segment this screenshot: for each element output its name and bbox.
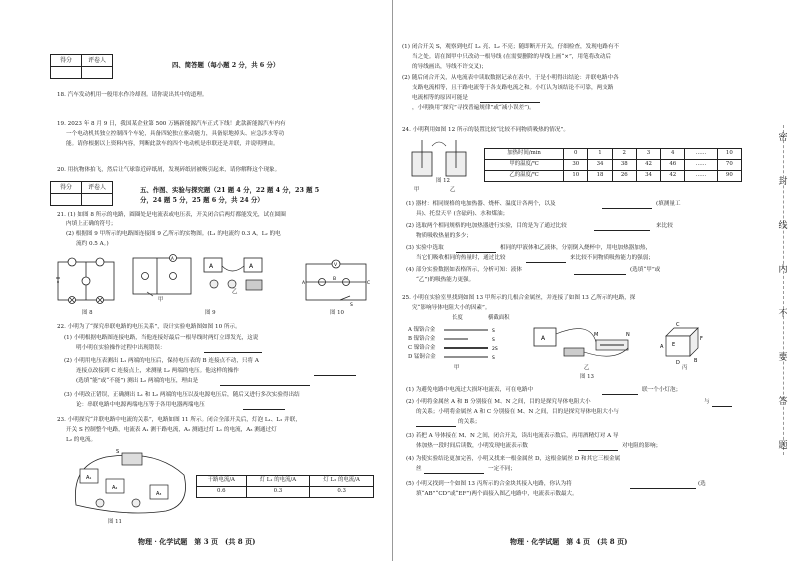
q24-part4-c: “乙”)的吸热能力更强。 bbox=[416, 277, 475, 283]
answer-blank[interactable] bbox=[220, 385, 310, 386]
figure-10-circuit bbox=[300, 254, 372, 308]
table-cell: 90 bbox=[717, 171, 741, 182]
svg-text:2S: 2S bbox=[492, 347, 498, 352]
table-cell: 42 bbox=[661, 171, 685, 182]
table-cell: 0.3 bbox=[246, 487, 310, 498]
answer-blank[interactable] bbox=[594, 230, 650, 231]
q23-part2-line2: 支路电流相等，且干路电流等于各支路电流之和。小红认为该结论不可靠，两支路 bbox=[412, 85, 614, 91]
svg-text:A: A bbox=[302, 281, 306, 286]
answer-blank[interactable] bbox=[204, 352, 262, 353]
wire-b-label: B 镍铬合金 bbox=[408, 336, 436, 342]
table-23 bbox=[196, 475, 374, 498]
q25-part2-d: 的关系； bbox=[458, 419, 481, 425]
q23-part1-line3: 的导线画出，导线不许交叉)； bbox=[412, 64, 487, 70]
table-header: 灯 L₁ 的电流/A bbox=[246, 476, 310, 487]
q23-part2-line1: (2) 随后闭合开关，从电流表中读取数据记录在表中，于是小明得出结论：并联电路中各 bbox=[402, 75, 619, 81]
table-cell: 2 bbox=[612, 149, 636, 160]
question-22-line4: (2) 小明用电压表测出 L₁ 两端的电压后，保持电压表的 B 连接点不动，只将 A bbox=[64, 358, 259, 364]
answer-blank[interactable] bbox=[630, 488, 696, 489]
svg-text:S: S bbox=[492, 338, 495, 343]
svg-text:N: N bbox=[626, 332, 630, 338]
svg-text:V: V bbox=[334, 263, 338, 268]
q24-part2-b: 来比较 bbox=[656, 223, 673, 229]
figure-13-yi-circuit bbox=[530, 318, 640, 366]
page-left bbox=[0, 0, 393, 561]
question-23-line2: 开关 S 控制整个电路，电流表 A₁ 测干路电流，A₂ 测通过灯 L₁ 的电流，A₃ 测通过灯 bbox=[66, 427, 277, 433]
svg-text:A₁: A₁ bbox=[86, 475, 92, 481]
seal-char: 不 bbox=[778, 309, 788, 319]
score-cell: 得分 bbox=[51, 55, 82, 67]
figure-13-jia-label: 甲 bbox=[454, 365, 460, 371]
table-cell: 10 bbox=[564, 171, 588, 182]
seal-line-notice bbox=[776, 135, 790, 487]
question-18: 18. 汽车发动机用一般用水作冷却剂。请你说出其中的道理。 bbox=[57, 92, 208, 98]
svg-text:A: A bbox=[171, 256, 174, 261]
svg-text:C: C bbox=[676, 322, 680, 328]
seal-char: 密 bbox=[778, 133, 788, 143]
table-cell: 0.3 bbox=[310, 487, 374, 498]
question-23-line3: L₂ 的电流。 bbox=[66, 437, 97, 443]
grader-cell: 评卷人 bbox=[82, 182, 113, 194]
question-19-line2: 一个电动机其独立控制四个车轮，具备四轮独立驱动能力，具备原地掉头、应急涉水等功 bbox=[66, 131, 285, 137]
q25-part2-c: 的关系；小明将金属丝 A 和 C 分别接在 M、N 之间，目的是探究导体电阻大小与 bbox=[416, 409, 620, 415]
q24-part2-c: 物质吸收热量的多少； bbox=[416, 233, 472, 239]
svg-text:A: A bbox=[249, 263, 254, 270]
section5-title-line2: 分，24 题 5 分，25 题 6 分，共 24 分） bbox=[140, 196, 264, 204]
q24-part3-c: 当它们吸收相同的热量时，通过比较 bbox=[416, 255, 506, 261]
q24-part1-c: 具)、托盘天平 (含砝码)、水和煤油； bbox=[416, 211, 509, 217]
figure-13-bing-block bbox=[656, 322, 706, 366]
question-22-line5: 连接点改接到 C 连接点上，来测量 L₂ 两端的电压。他这样的操作 bbox=[76, 368, 239, 374]
q23-part2-line4: ，小明换用“探究”寻找普遍规律”或“减小误差”)。 bbox=[412, 105, 535, 111]
q25-part5-c: 填“AB”“CD”或“EF”)两个面接入图乙电路中，电流表示数最大。 bbox=[416, 491, 578, 497]
seal-char: 要 bbox=[778, 353, 788, 363]
question-25-line1: 25. 小明在实验室里找到如图 13 甲所示的几根合金属丝，并连接了如图 13 乙所示的电路，探 bbox=[402, 295, 636, 301]
answer-blank[interactable] bbox=[602, 394, 638, 395]
figure-11-circuit bbox=[66, 445, 191, 515]
question-22-line3: 明小明在实验操作过程中出现错误： bbox=[76, 345, 166, 351]
table-header: 灯 L₂ 的电流/A bbox=[310, 476, 374, 487]
table-cell: 42 bbox=[636, 160, 660, 171]
answer-blank[interactable] bbox=[314, 375, 356, 376]
score-input bbox=[51, 67, 82, 79]
score-table-section4 bbox=[50, 54, 113, 79]
table-cell: 3 bbox=[636, 149, 660, 160]
q25-part5-b: (选 bbox=[698, 481, 706, 487]
svg-text:M: M bbox=[594, 332, 599, 338]
score-table-section5 bbox=[50, 181, 113, 206]
answer-blank[interactable] bbox=[574, 274, 626, 275]
seal-char: 答 bbox=[778, 397, 788, 407]
fig13-length-header: 长度 bbox=[452, 315, 463, 321]
question-19-line1: 19. 2023 年 8 月 9 日，我国某企业第 500 万辆新能源汽车正式下线！此款新能源汽车内有 bbox=[57, 121, 286, 127]
figure-12-yi-label: 乙 bbox=[450, 187, 456, 193]
question-23-line1: 23. 小明探究“并联电路中电流的关系”，电路如图 11 所示。闭合全部开关后，灯泡 L₁、L₂ 并联， bbox=[57, 417, 301, 423]
answer-blank[interactable] bbox=[602, 208, 652, 209]
svg-text:B: B bbox=[333, 277, 337, 282]
svg-text:A: A bbox=[660, 344, 664, 350]
question-24-title: 24. 小明利用如图 12 所示的装置比较“比较不同物质吸热的情况”。 bbox=[402, 127, 569, 133]
table-cell: 34 bbox=[636, 171, 660, 182]
table-cell: 10 bbox=[717, 149, 741, 160]
q24-part3: (3) 实验中选取 bbox=[406, 245, 444, 251]
q25-part4: (4) 为使实验结论更加完善，小明又找来一根金属丝 D，这根金属丝 D 和其它三根金属 bbox=[406, 456, 621, 462]
svg-text:B: B bbox=[694, 358, 698, 364]
q25-part3: (3) 若把 A 导体接在 M、N 之间，闭合开关，读出电流表示数后，再用酒精灯对 A 导 bbox=[406, 433, 619, 439]
figure-13-yi-label: 乙 bbox=[584, 365, 590, 371]
score-cell: 得分 bbox=[51, 182, 82, 194]
figure-9-caption: 图 9 bbox=[205, 310, 216, 316]
wire-c-label: C 镍铬合金 bbox=[408, 345, 436, 351]
q24-part4-b: (选填“甲”或 bbox=[630, 267, 661, 273]
table-cell: 乙的温度/℃ bbox=[485, 171, 564, 182]
q24-part3-b: 相同的甲液体和乙液体，分别倒入烧杯中，用电加热器加热， bbox=[500, 245, 652, 251]
wire-d-label: D 锰铜合金 bbox=[408, 354, 436, 360]
table-header: 干路电流/A bbox=[197, 476, 247, 487]
table-cell: 0 bbox=[564, 149, 588, 160]
table-cell: 甲的温度/℃ bbox=[485, 160, 564, 171]
q24-part4: (4) 部分实验数据如表格所示，分析可知：液体 bbox=[406, 267, 522, 273]
seal-char: 题 bbox=[778, 441, 788, 451]
q25-part3-c: 对电阻的影响； bbox=[622, 443, 662, 449]
table-cell: 34 bbox=[588, 160, 612, 171]
table-cell: 70 bbox=[717, 160, 741, 171]
question-21-line1: 21. (1) 如图 8 所示的电路，圆圈处是电流表或电压表，开关闭合后两灯都能发光，试在圆圈 bbox=[57, 212, 286, 218]
svg-text:S: S bbox=[116, 449, 120, 455]
figure-13-jia-wires bbox=[440, 322, 510, 364]
q23-part2-line3: 电流相等的原因可能是 bbox=[412, 95, 468, 101]
q25-part1: (1) 为避免电路中电流过大损坏电流表，可在电路中 bbox=[406, 387, 534, 393]
page-right bbox=[394, 0, 794, 561]
table-cell: …… bbox=[685, 149, 717, 160]
figure-12-jia-label: 甲 bbox=[414, 187, 420, 193]
table-cell: 4 bbox=[661, 149, 685, 160]
q23-part1-line2: 当之处。请在图甲中只改动一根导线 (在需要删除的导线上画“×”，用笔将改动后 bbox=[412, 54, 611, 60]
seal-char: 封 bbox=[778, 177, 788, 187]
svg-text:C: C bbox=[367, 281, 371, 286]
figure-12-caption: 图 12 bbox=[436, 178, 450, 184]
question-22-line6: (选填“能”或“不能”) 测出 L₂ 两端的电压，理由是 bbox=[76, 378, 199, 384]
svg-text:S: S bbox=[350, 303, 353, 308]
question-21-line2: 内填上正确的符号； bbox=[66, 221, 117, 227]
table-cell: 38 bbox=[612, 160, 636, 171]
answer-blank[interactable] bbox=[480, 102, 540, 103]
q25-part4-b: 丝 bbox=[416, 466, 422, 472]
seal-char: 线 bbox=[778, 221, 788, 231]
question-21-line4: 流约 0.5 A。) bbox=[76, 241, 109, 247]
grader-input bbox=[82, 194, 113, 206]
question-25-line2: 究“影响导体电阻大小的因素”。 bbox=[412, 305, 491, 311]
q25-part2-b: 与 bbox=[704, 399, 710, 405]
figure-9-jia-schematic bbox=[127, 252, 197, 300]
question-22-line7: (3) 小明改正错误，正确测出 L₁ 和 L₂ 两端的电压以及电源电压后，随后又进行多次实验得出结 bbox=[64, 392, 300, 398]
q24-part2: (2) 选取两个相同规格的电加热器进行实验，目的是为了通过比较 bbox=[406, 223, 567, 229]
figure-10-caption: 图 10 bbox=[330, 310, 344, 316]
grader-input bbox=[82, 67, 113, 79]
question-22-line8: 论：串联电路中电源两端电压等于各用电器两端电压 bbox=[76, 402, 205, 408]
figure-8-caption: 图 8 bbox=[82, 310, 93, 316]
figure-11-caption: 图 11 bbox=[108, 519, 122, 525]
question-22-line2: (1) 小明根据电路图连接电路，当他连接好最后一根导线时两灯立即发光，这说 bbox=[64, 335, 259, 341]
figure-8-circuit bbox=[52, 252, 122, 308]
question-19-line3: 能。请你根据以上资料内容，判断此款车的四个电动机是串联还是并联，并说明理由。 bbox=[66, 141, 279, 147]
table-cell: 1 bbox=[588, 149, 612, 160]
score-input bbox=[51, 194, 82, 206]
q25-part1-b: 联一个小灯泡； bbox=[642, 387, 682, 393]
table-cell: …… bbox=[685, 171, 717, 182]
svg-text:S: S bbox=[492, 356, 495, 361]
figure-13-bing-label: 丙 bbox=[682, 365, 688, 371]
page-footer-right: 物理 · 化学试题 第 4 页 (共 8 页) bbox=[510, 537, 628, 546]
answer-blank[interactable] bbox=[424, 473, 484, 474]
wire-a-label: A 镍铬合金 bbox=[408, 327, 436, 333]
q25-part3-b: 体加热一段时间后读数，小明发现电流表示数 bbox=[416, 443, 528, 449]
q24-part1: (1) 器材：相同规格的电加热器、烧杯、温度计各两个，以及 bbox=[406, 201, 556, 207]
svg-text:E: E bbox=[672, 342, 676, 348]
figure-9-yi-label: 乙 bbox=[232, 289, 238, 295]
q24-part3-d: 来比较不同物质吸热能力的强弱； bbox=[570, 255, 654, 261]
svg-text:A₂: A₂ bbox=[112, 485, 118, 491]
answer-blank[interactable] bbox=[712, 406, 732, 407]
answer-blank[interactable] bbox=[526, 262, 566, 263]
q24-part1-b: (填测量工 bbox=[656, 201, 681, 207]
answer-blank[interactable] bbox=[243, 409, 285, 410]
table-cell: 30 bbox=[564, 160, 588, 171]
q25-part5: (5) 小明又找到一个如图 13 丙所示的合金块其接入电路，你认为将 bbox=[406, 481, 572, 487]
fig13-area-header: 横截面积 bbox=[488, 315, 510, 321]
svg-text:A: A bbox=[209, 263, 214, 270]
q25-part2: (2) 小明将金属丝 A 和 B 分别接在 M、N 之间，目的是探究导体电阻大小 bbox=[406, 399, 591, 405]
section5-title: 五、作图、实验与探究题（21 题 4 分，22 题 4 分，23 题 5 bbox=[140, 186, 320, 194]
question-21-line3: (2) 根据图 9 甲所示的电路图连接图 9 乙所示的实物图。(L₁ 的电流约 0.3 A，L₂ 的电 bbox=[66, 231, 281, 237]
answer-blank[interactable] bbox=[416, 426, 456, 427]
grader-cell: 评卷人 bbox=[82, 55, 113, 67]
q23-part1-line1: (1) 闭合开关 S，观察到电灯 L₁ 亮、L₂ 不亮；随即断开开关，仔细检查，发现电路有不 bbox=[402, 44, 620, 50]
answer-blank[interactable] bbox=[578, 450, 618, 451]
svg-text:A: A bbox=[541, 335, 546, 342]
table-cell: …… bbox=[685, 160, 717, 171]
table-cell: 加热时间/min bbox=[485, 149, 564, 160]
answer-blank[interactable] bbox=[456, 252, 496, 253]
figure-13-caption: 图 13 bbox=[580, 374, 594, 380]
seal-char: 内 bbox=[778, 265, 788, 275]
figure-9-jia-label: 甲 bbox=[158, 297, 164, 303]
table-cell: 46 bbox=[661, 160, 685, 171]
table-cell: 18 bbox=[588, 171, 612, 182]
q25-part4-c: 一定不同； bbox=[488, 466, 516, 472]
svg-text:D: D bbox=[676, 360, 680, 366]
section4-title: 四、简答题（每小题 2 分，共 6 分） bbox=[172, 61, 280, 69]
question-22-line1: 22. 小明为了“探究串联电路的电压关系”，设计实验电路图如图 10 所示。 bbox=[57, 324, 241, 330]
svg-text:A₃: A₃ bbox=[156, 491, 162, 497]
table-cell: 26 bbox=[612, 171, 636, 182]
question-20: 20. 用抗物体拍飞，然后让气球靠近碎纸屑，发现碎纸屑被吸引起来，请你解释这个现象。 bbox=[57, 167, 281, 173]
svg-text:F: F bbox=[700, 336, 703, 342]
svg-text:S: S bbox=[492, 329, 495, 334]
table-cell: 0.6 bbox=[197, 487, 247, 498]
page-footer-left: 物理 · 化学试题 第 3 页 (共 8 页) bbox=[138, 537, 256, 546]
table-24 bbox=[484, 148, 742, 182]
